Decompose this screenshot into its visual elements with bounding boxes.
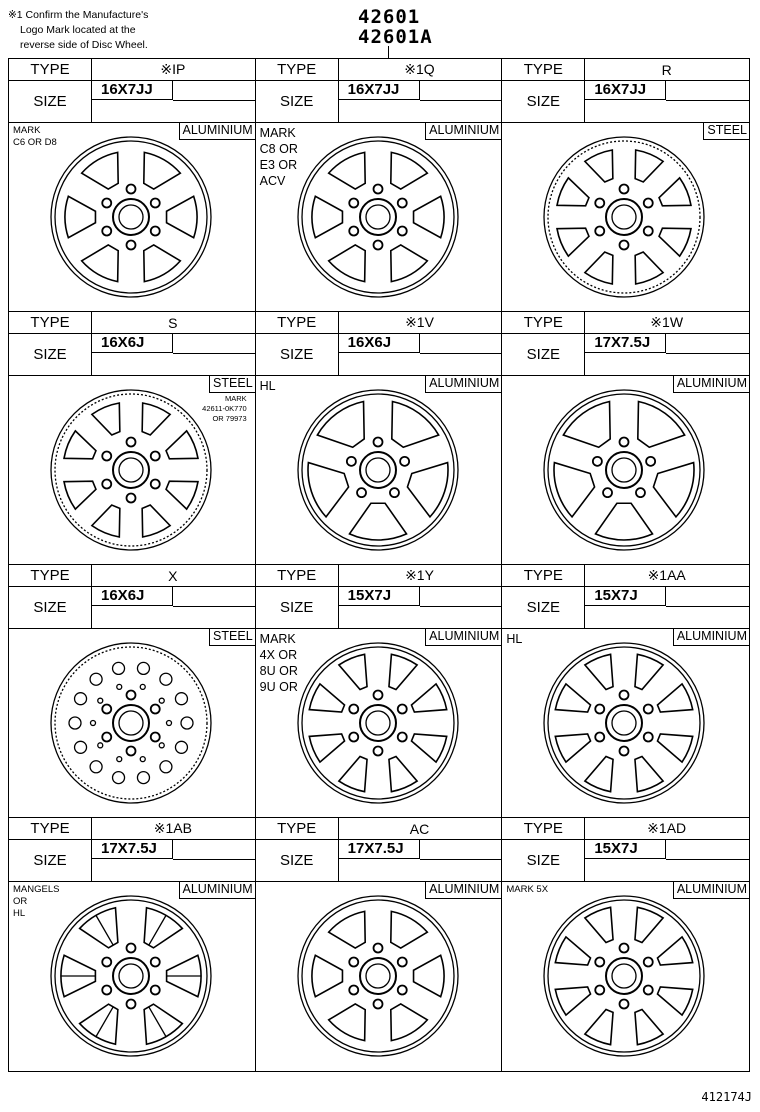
wheel-illustration <box>9 312 256 565</box>
size-label: SIZE <box>256 586 339 628</box>
mark-note-line: MARK <box>13 125 41 136</box>
part-number-1: 42601 <box>358 6 421 28</box>
side-mark-note <box>202 394 246 424</box>
size-value: 15X7J <box>584 839 666 859</box>
type-value: S <box>168 314 178 331</box>
wheel-drawing <box>51 390 211 550</box>
mark-note-line: C6 OR D8 <box>13 137 57 148</box>
note-line-2: Logo Mark located at the <box>20 24 136 36</box>
wheel-cell <box>502 312 749 565</box>
wheel-drawing <box>298 896 458 1056</box>
part-number-2: 42601A <box>358 26 433 48</box>
size-label: SIZE <box>9 839 92 881</box>
wheel-drawing <box>51 643 211 803</box>
wheel-cell <box>256 312 503 565</box>
mark-note-line: 4X OR <box>259 648 298 662</box>
diagram-reference: 412174J <box>701 1090 752 1104</box>
mark-note-line: 8U OR <box>259 664 298 678</box>
mark-note <box>13 884 59 920</box>
wheel-illustration <box>256 312 503 565</box>
mark-note-line: C8 OR <box>259 142 298 156</box>
wheel-cell <box>502 59 749 312</box>
size-label: SIZE <box>9 80 92 122</box>
type-label: TYPE <box>502 565 585 586</box>
material-label: ALUMINIUM <box>179 122 255 140</box>
wheel-drawing <box>298 137 458 297</box>
type-label: TYPE <box>256 312 339 333</box>
mark-note-line: MARK <box>259 632 296 646</box>
mark-note <box>13 125 57 149</box>
wheel-cell <box>256 818 503 1071</box>
material-label: STEEL <box>209 628 255 646</box>
wheel-illustration <box>9 565 256 818</box>
size-value: 16X7JJ <box>338 80 420 100</box>
type-label: TYPE <box>256 818 339 839</box>
mark-note-line: MARK 5X <box>506 884 549 895</box>
type-label: TYPE <box>9 312 92 333</box>
material-label: ALUMINIUM <box>425 881 501 899</box>
mark-note-line: 9U OR <box>259 680 298 694</box>
mark-note <box>260 125 298 189</box>
size-label: SIZE <box>256 839 339 881</box>
size-value: 16X6J <box>91 586 173 606</box>
size-label: SIZE <box>502 586 585 628</box>
type-label: TYPE <box>9 59 92 80</box>
size-value: 17X7.5J <box>91 839 173 859</box>
type-value: R <box>661 61 672 78</box>
mark-note-line: HL <box>13 908 26 919</box>
note-line-1: ※1 Confirm the Manufacture's <box>8 9 149 21</box>
type-label: TYPE <box>502 818 585 839</box>
wheel-grid <box>8 58 750 1072</box>
type-label: TYPE <box>256 565 339 586</box>
wheel-cell <box>256 59 503 312</box>
side-mark-line: 42611-0K770 <box>202 404 247 413</box>
wheel-drawing <box>544 643 704 803</box>
wheel-illustration <box>9 59 256 312</box>
size-value: 16X7JJ <box>91 80 173 100</box>
side-mark-line: OR 79973 <box>212 414 247 423</box>
material-label: ALUMINIUM <box>179 881 255 899</box>
mark-note-line: HL <box>506 632 523 646</box>
type-label: TYPE <box>9 565 92 586</box>
mark-note-line: MARK <box>259 126 296 140</box>
material-label: STEEL <box>209 375 255 393</box>
manufacturer-note <box>8 8 148 53</box>
mark-note-line: E3 OR <box>259 158 298 172</box>
wheel-drawing <box>544 137 704 297</box>
wheel-drawing <box>51 137 211 297</box>
size-label: SIZE <box>256 80 339 122</box>
size-value: 16X7JJ <box>584 80 666 100</box>
wheel-cell <box>502 818 749 1071</box>
size-value: 15X7J <box>338 586 420 606</box>
type-value: ※1Y <box>405 567 434 583</box>
size-label: SIZE <box>502 80 585 122</box>
mark-note <box>260 378 276 394</box>
mark-note <box>506 884 548 896</box>
material-label: ALUMINIUM <box>673 375 749 393</box>
type-value: ※1AA <box>647 567 686 583</box>
size-value: 16X6J <box>338 333 420 353</box>
side-mark-line: MARK <box>224 394 247 403</box>
type-value: ※1AB <box>153 820 192 836</box>
type-value: ※1Q <box>404 61 435 77</box>
material-label: ALUMINIUM <box>425 628 501 646</box>
wheel-drawing <box>298 643 458 803</box>
size-label: SIZE <box>256 333 339 375</box>
wheel-cell <box>502 565 749 818</box>
wheel-illustration <box>256 818 503 1071</box>
size-value: 16X6J <box>91 333 173 353</box>
wheel-drawing <box>544 896 704 1056</box>
material-label: ALUMINIUM <box>425 122 501 140</box>
type-label: TYPE <box>256 59 339 80</box>
material-label: ALUMINIUM <box>673 881 749 899</box>
size-label: SIZE <box>9 586 92 628</box>
size-value: 17X7.5J <box>338 839 420 859</box>
wheel-illustration <box>502 59 749 312</box>
type-label: TYPE <box>502 312 585 333</box>
size-label: SIZE <box>9 333 92 375</box>
type-value: AC <box>409 820 430 837</box>
wheel-drawing <box>544 390 704 550</box>
type-value: ※IP <box>160 61 186 77</box>
size-value: 17X7.5J <box>584 333 666 353</box>
wheel-cell <box>256 565 503 818</box>
mark-note <box>260 631 298 695</box>
wheel-illustration <box>502 818 749 1071</box>
wheel-illustration <box>502 565 749 818</box>
type-value: ※1W <box>650 314 684 330</box>
type-value: ※1V <box>405 314 434 330</box>
mark-note-line: MANGELS <box>13 884 60 895</box>
type-label: TYPE <box>9 818 92 839</box>
type-value: ※1AD <box>647 820 687 836</box>
wheel-drawing <box>51 896 211 1056</box>
mark-note-line: HL <box>259 379 276 393</box>
wheel-cell <box>9 59 256 312</box>
mark-note-line: ACV <box>259 174 286 188</box>
material-label: ALUMINIUM <box>425 375 501 393</box>
material-label: ALUMINIUM <box>673 628 749 646</box>
wheel-cell <box>9 565 256 818</box>
size-label: SIZE <box>502 333 585 375</box>
wheel-illustration <box>502 312 749 565</box>
type-label: TYPE <box>502 59 585 80</box>
wheel-drawing <box>298 390 458 550</box>
type-value: X <box>168 567 178 584</box>
material-label: STEEL <box>703 122 749 140</box>
note-line-3: reverse side of Disc Wheel. <box>20 39 148 51</box>
wheel-cell <box>9 818 256 1071</box>
size-value: 15X7J <box>584 586 666 606</box>
wheel-cell <box>9 312 256 565</box>
size-label: SIZE <box>502 839 585 881</box>
mark-note <box>506 631 522 647</box>
wheel-illustration <box>9 818 256 1071</box>
mark-note-line: OR <box>13 896 28 907</box>
part-number-leader <box>388 46 389 58</box>
